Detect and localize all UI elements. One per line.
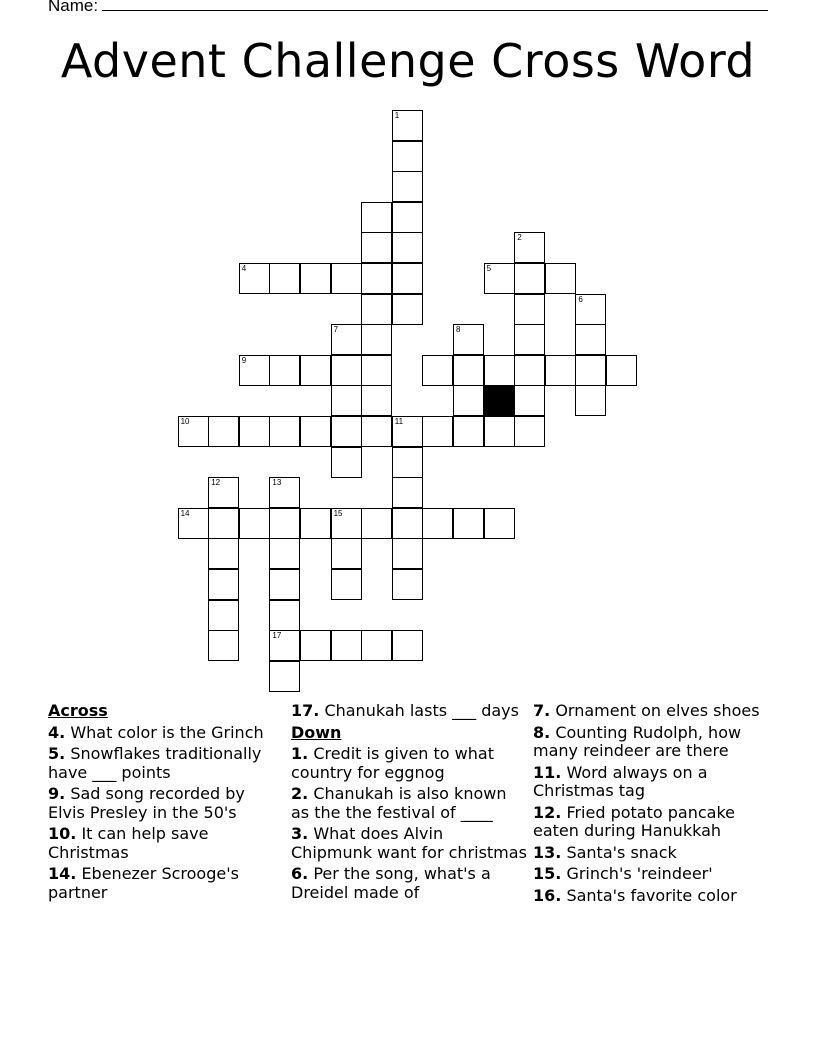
crossword-cell[interactable]	[575, 294, 606, 325]
clue-number-17: 17	[272, 631, 282, 641]
crossword-cell[interactable]	[361, 324, 392, 355]
clue-down-7: 7. Ornament on elves shoes	[533, 701, 760, 720]
crossword-cell[interactable]	[208, 600, 239, 631]
crossword-cell[interactable]	[514, 294, 545, 325]
clue-across-17: 17. Chanukah lasts ___ days	[291, 701, 519, 720]
crossword-cell[interactable]	[269, 355, 300, 386]
clue-across-9: 9. Sad song recorded by Elvis Presley in the 50's	[48, 784, 245, 822]
down-heading: Down	[291, 722, 342, 742]
crossword-black-cell	[484, 385, 515, 416]
crossword-cell[interactable]	[484, 508, 515, 539]
crossword-cell[interactable]	[545, 355, 576, 386]
crossword-cell[interactable]	[514, 355, 545, 386]
crossword-cell[interactable]	[575, 355, 606, 386]
crossword-cell[interactable]	[392, 171, 423, 202]
crossword-cell[interactable]	[361, 294, 392, 325]
crossword-cell[interactable]	[269, 416, 300, 447]
crossword-cell[interactable]	[331, 447, 362, 478]
crossword-cell[interactable]	[361, 630, 392, 661]
clue-across-4: 4. What color is the Grinch	[48, 722, 264, 742]
crossword-cell[interactable]	[331, 263, 362, 294]
crossword-cell[interactable]	[239, 263, 270, 294]
crossword-cell[interactable]	[392, 508, 423, 539]
clue-number-8: 8	[456, 325, 461, 335]
crossword-cell[interactable]	[361, 263, 392, 294]
crossword-cell[interactable]	[484, 416, 515, 447]
crossword-cell[interactable]	[300, 508, 331, 539]
clue-column-1	[48, 702, 286, 905]
crossword-cell[interactable]	[331, 538, 362, 569]
crossword-cell[interactable]	[484, 263, 515, 294]
crossword-cell[interactable]	[392, 232, 423, 263]
crossword-cell[interactable]	[392, 263, 423, 294]
crossword-cell[interactable]	[453, 416, 484, 447]
crossword-cell[interactable]	[422, 508, 453, 539]
clue-down-16: 16. Santa's favorite color	[533, 885, 737, 905]
clue-down-2: 2. Chanukah is also known as the the festival of ____	[291, 784, 507, 822]
across-heading: Across	[48, 701, 108, 720]
clue-number-4: 4	[241, 264, 247, 273]
crossword-cell[interactable]	[514, 263, 545, 294]
crossword-cell[interactable]	[392, 294, 423, 325]
crossword-cell[interactable]	[269, 477, 300, 508]
crossword-cell[interactable]	[392, 447, 423, 478]
crossword-cell[interactable]	[269, 538, 300, 569]
crossword-cell[interactable]	[178, 508, 209, 539]
crossword-cell[interactable]	[575, 324, 606, 355]
crossword-cell[interactable]	[239, 508, 270, 539]
crossword-cell[interactable]	[361, 202, 392, 233]
crossword-cell[interactable]	[269, 263, 300, 294]
clue-across-10: 10. It can help save Christmas	[48, 824, 209, 862]
crossword-cell[interactable]	[453, 355, 484, 386]
clue-number-2: 2	[517, 233, 522, 243]
clue-down-3: 3. What does Alvin Chipmunk want for christmas	[291, 824, 527, 862]
crossword-cell[interactable]	[392, 202, 423, 233]
crossword-cell[interactable]	[606, 355, 637, 386]
page-title: Advent Challenge Cross Word	[60, 34, 756, 88]
clue-number-5: 5	[486, 264, 492, 273]
crossword-cell[interactable]	[269, 600, 300, 631]
clue-column-3	[533, 702, 771, 908]
clue-number-14: 14	[180, 508, 190, 518]
crossword-cell[interactable]	[239, 355, 270, 386]
crossword-cell[interactable]	[269, 630, 300, 661]
crossword-cell[interactable]	[453, 324, 484, 355]
crossword-cell[interactable]	[392, 630, 423, 661]
crossword-cell[interactable]	[453, 508, 484, 539]
crossword-cell[interactable]	[453, 385, 484, 416]
crossword-cell[interactable]	[331, 385, 362, 416]
crossword-cell[interactable]	[208, 630, 239, 661]
clue-number-10: 10	[180, 417, 190, 426]
clue-across-5: 5. Snowflakes traditionally have ___ points	[48, 744, 262, 782]
crossword-cell[interactable]	[178, 416, 209, 447]
clue-down-15: 15. Grinch's 'reindeer'	[533, 864, 713, 883]
clue-number-1: 1	[394, 111, 400, 120]
crossword-cell[interactable]	[239, 416, 270, 447]
clue-down-8: 8. Counting Rudolph, how many reindeer are there	[533, 722, 742, 760]
crossword-cell[interactable]	[361, 385, 392, 416]
crossword-cell[interactable]	[208, 416, 239, 447]
crossword-cell[interactable]	[575, 385, 606, 416]
clue-number-7: 7	[333, 325, 339, 335]
clue-down-1: 1. Credit is given to what country for eggnog	[291, 744, 494, 782]
crossword-cell[interactable]	[300, 416, 331, 447]
crossword-cell[interactable]	[269, 569, 300, 600]
clue-column-2	[291, 702, 529, 905]
crossword-cell[interactable]	[545, 263, 576, 294]
crossword-cell[interactable]	[208, 508, 239, 539]
crossword-cell[interactable]	[331, 569, 362, 600]
crossword-cell[interactable]	[331, 355, 362, 386]
crossword-cell[interactable]	[300, 630, 331, 661]
clue-down-6: 6. Per the song, what's a Dreidel made of	[291, 864, 491, 902]
crossword-cell[interactable]	[392, 477, 423, 508]
crossword-cell[interactable]	[422, 416, 453, 447]
crossword-cell[interactable]	[208, 538, 239, 569]
crossword-cell[interactable]	[361, 232, 392, 263]
clue-number-11: 11	[394, 417, 404, 426]
crossword-cell[interactable]	[208, 477, 239, 508]
crossword-cell[interactable]	[392, 538, 423, 569]
crossword-cell[interactable]	[514, 385, 545, 416]
clue-across-14: 14. Ebenezer Scrooge's partner	[48, 864, 239, 902]
crossword-cell[interactable]	[361, 416, 392, 447]
crossword-cell[interactable]	[392, 416, 423, 447]
crossword-cell[interactable]	[269, 508, 300, 539]
crossword-cell[interactable]	[484, 355, 515, 386]
crossword-cell[interactable]	[392, 141, 423, 172]
crossword-cell[interactable]	[300, 355, 331, 386]
crossword-cell[interactable]	[514, 232, 545, 263]
crossword-cell[interactable]	[392, 110, 423, 141]
clue-down-13: 13. Santa's snack	[533, 842, 677, 862]
crossword-cell[interactable]	[361, 508, 392, 539]
clue-number-15: 15	[333, 508, 343, 518]
clue-number-9: 9	[241, 355, 247, 365]
clue-number-12: 12	[211, 478, 221, 488]
crossword-cell[interactable]	[514, 416, 545, 447]
crossword-cell[interactable]	[300, 263, 331, 294]
crossword-cell[interactable]	[331, 508, 362, 539]
clue-down-11: 11. Word always on a Christmas tag	[533, 762, 708, 800]
crossword-cell[interactable]	[208, 569, 239, 600]
crossword-cell[interactable]	[392, 569, 423, 600]
clue-down-12: 12. Fried potato pancake eaten during Hanukkah	[533, 802, 735, 840]
crossword-cell[interactable]	[331, 324, 362, 355]
crossword-cell[interactable]	[514, 324, 545, 355]
crossword-cell[interactable]	[331, 630, 362, 661]
clue-number-13: 13	[272, 478, 282, 488]
crossword-cell[interactable]	[361, 355, 392, 386]
name-label: Name:	[48, 0, 99, 15]
crossword-cell[interactable]	[331, 416, 362, 447]
crossword-cell[interactable]	[269, 661, 300, 692]
crossword-cell[interactable]	[422, 355, 453, 386]
clue-number-6: 6	[578, 294, 583, 304]
